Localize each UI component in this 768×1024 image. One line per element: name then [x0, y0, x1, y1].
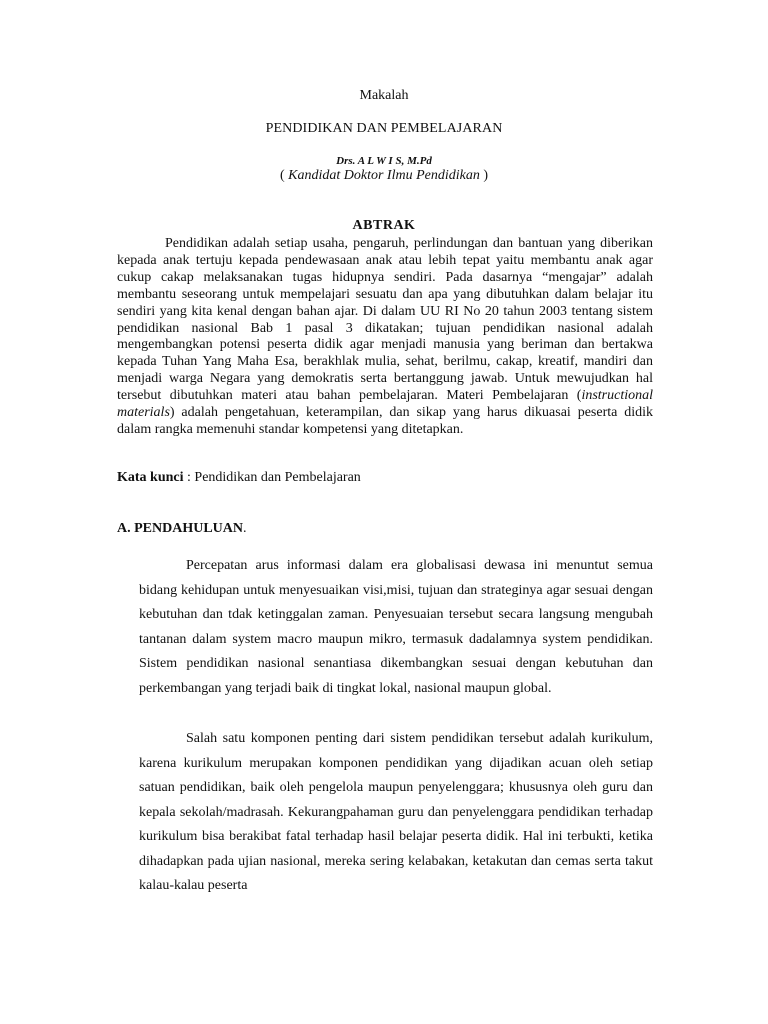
affiliation-open-paren: (: [279, 168, 289, 183]
abstract-italic-term: instructional materials: [117, 388, 653, 421]
affiliation-text: Kandidat Doktor Ilmu Pendidikan: [288, 168, 480, 183]
document-type: Makalah: [359, 88, 409, 103]
affiliation-close-paren: ): [479, 168, 489, 183]
keywords-value: Pendidikan dan Pembelajaran: [194, 470, 361, 485]
abstract-body: [117, 236, 653, 439]
author-affiliation: [0, 168, 768, 184]
document-title: PENDIDIKAN DAN PEMBELAJARAN: [265, 121, 503, 136]
abstract-heading: ABTRAK: [352, 218, 416, 233]
author-name: Drs. A L W I S, M.Pd: [336, 155, 432, 167]
section-heading: [117, 521, 653, 537]
section-heading-punct: .: [243, 521, 247, 536]
keywords-label: Kata kunci: [117, 470, 184, 485]
keywords-separator: :: [183, 470, 195, 485]
keywords-line: [117, 470, 653, 486]
abstract-text-part-2: ) adalah pengetahuan, keterampilan, dan sikap yang harus dikuasai peserta didik dalam rangka memenuhi standar kompetensi yang ditetapkan.: [117, 405, 653, 437]
abstract-text-part-1: Pendidikan adalah setiap usaha, pengaruh, perlindungan dan bantuan yang diberikan kepada anak tertuju kepada pendewasaan anak atau lebih tepat yaitu membantu anak agar cukup cakap melaksanakan tugas hidupnya sendiri. Pada dasarnya “mengajar” adalah membantu seseorang untuk mempelajari sesuatu dan apa yang dibutuhkan dalam belajar itu sendiri yang kita kenal dengan bahan ajar. Di dalam UU RI No 20 tahun 2003 tentang sistem pendidikan nasional Bab 1 pasal 3 dikatakan; tujuan pendidikan nasional adalah mengembangkan potensi peserta didik agar menjadi manusia yang beriman dan bertakwa kepada Tuhan Yang Maha Esa, berakhlak mulia, sehat, berilmu, cakap, kreatif, mandiri dan menjadi warga Negara yang demokratis serta bertanggung jawab. Untuk mewujudkan hal tersebut dibutuhkan materi atau bahan pembelajaran. Materi Pembelajaran (: [117, 236, 653, 404]
body-paragraph: Salah satu komponen penting dari sistem pendidikan tersebut adalah kurikulum, karena kurikulum merupakan komponen pendidikan yang dijadikan acuan oleh setiap satuan pendidikan, baik oleh pengelola maupun penyelenggara; khususnya oleh guru dan kepala sekolah/madrasah. Kekurangpahaman guru dan penyelenggara pendidikan terhadap kurikulum bisa berakibat fatal terhadap hasil belajar peserta didik. Hal ini terbukti, ketika dihadapkan pada ujian nasional, mereka sering kelabakan, ketakutan dan cemas serta takut kalau-kalau peserta: [139, 731, 653, 894]
body-paragraph: Percepatan arus informasi dalam era globalisasi dewasa ini menuntut semua bidang kehidupan untuk menyesuaikan visi,misi, tujuan dan strateginya agar sesuai dengan kebutuhan dan tdak ketinggalan zaman. Penyesuaian tersebut secara langsung mengubah tantanan dalam system macro maupun mikro, termasuk dadalamnya system pendidikan. Sistem pendidikan nasional senantiasa dikembangkan sesuai dengan kebutuhan dan perkembangan yang terjadi baik di tingkat lokal, nasional maupun global.: [139, 558, 653, 696]
section-heading-title: A. PENDAHULUAN: [117, 521, 243, 536]
